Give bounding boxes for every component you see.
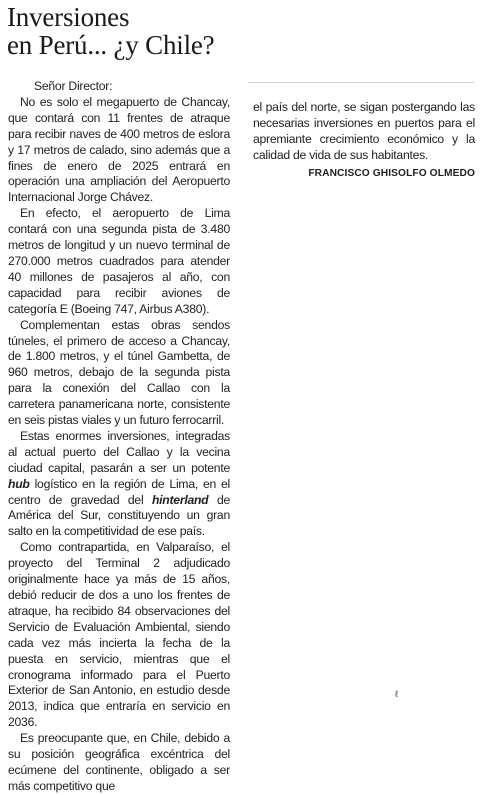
paragraph-6-end: el país del norte, se sigan postergando las necesarias inversiones en puertos para el apremiante crecimiento económico y la calidad de vida de sus habitantes. — [253, 100, 475, 162]
paragraph-1: No es solo el megapuerto de Chancay, que contará con 11 frentes de atraque para recibir naves de 400 metros de eslora y 17 metros de calado, sino además que a fines de enero de 2025 entrará en operación una ampliación del Aeropuerto Internacional Jorge Chávez. — [8, 94, 230, 205]
term-hinterland: hinterland — [151, 492, 209, 507]
paragraph-4-part-a: Estas enormes inversiones, integradas al actual puerto del Callao y la vecina ciudad capital, pasarán a ser un potente — [8, 428, 230, 475]
headline-line-1: Inversiones — [7, 2, 130, 32]
headline — [7, 3, 214, 59]
paragraph-2: En efecto, el aeropuerto de Lima contará con una segunda pista de 3.480 metros de longitud y un nuevo terminal de 270.000 metros cuadrados para atender 40 millones de pasajeros al año, con capacidad para recibir aviones de categoría E (Boeing 747, Airbus A380). — [8, 206, 230, 316]
paragraph-4-part-b: logístico en la región de Lima, en el centro de gravedad del — [8, 476, 230, 507]
letter-column-right — [253, 100, 475, 182]
paragraph-4-part-c: de América del Sur, constituyendo un gran salto en la competitividad de ese país. — [8, 492, 230, 539]
letter-column-left — [8, 79, 230, 795]
paragraph-3: Complementan estas obras sendos túneles, el primero de acceso a Chancay, de 1.800 metros, y el túnel Gambetta, de 960 metros, debajo de la segunda pista para la conexión del Callao con la carretera panamericana norte, consistente en seis pistas viales y un futuro ferrocarril. — [8, 317, 230, 428]
paragraph-6-start: Es preocupante que, en Chile, debido a su posición geográfica excéntrica del ecúmene del continente, obligado a ser más competitivo que — [8, 731, 230, 793]
column-divider — [248, 82, 474, 83]
salutation: Señor Director: — [34, 79, 113, 93]
footer-mark: ℓ — [395, 689, 398, 699]
paragraph-5: Como contrapartida, en Valparaíso, el proyecto del Terminal 2 adjudicado originalmente hace ya más de 15 años, debió reducir de dos a uno los frentes de atraque, ha recibido 84 observaciones del Servicio de Evaluación Ambiental, siendo cada vez más incierta la fecha de la puesta en servicio, mientras que el cronograma informado para el Puerto Exterior de San Antonio, en estudio desde 2013, indica que entraría en servicio en 2036. — [8, 540, 230, 730]
headline-line-2: en Perú... ¿y Chile? — [7, 30, 215, 60]
signature: FRANCISCO GHISOLFO OLMEDO — [308, 167, 475, 179]
paragraph-4 — [8, 429, 230, 540]
term-hub: hub — [8, 476, 30, 491]
